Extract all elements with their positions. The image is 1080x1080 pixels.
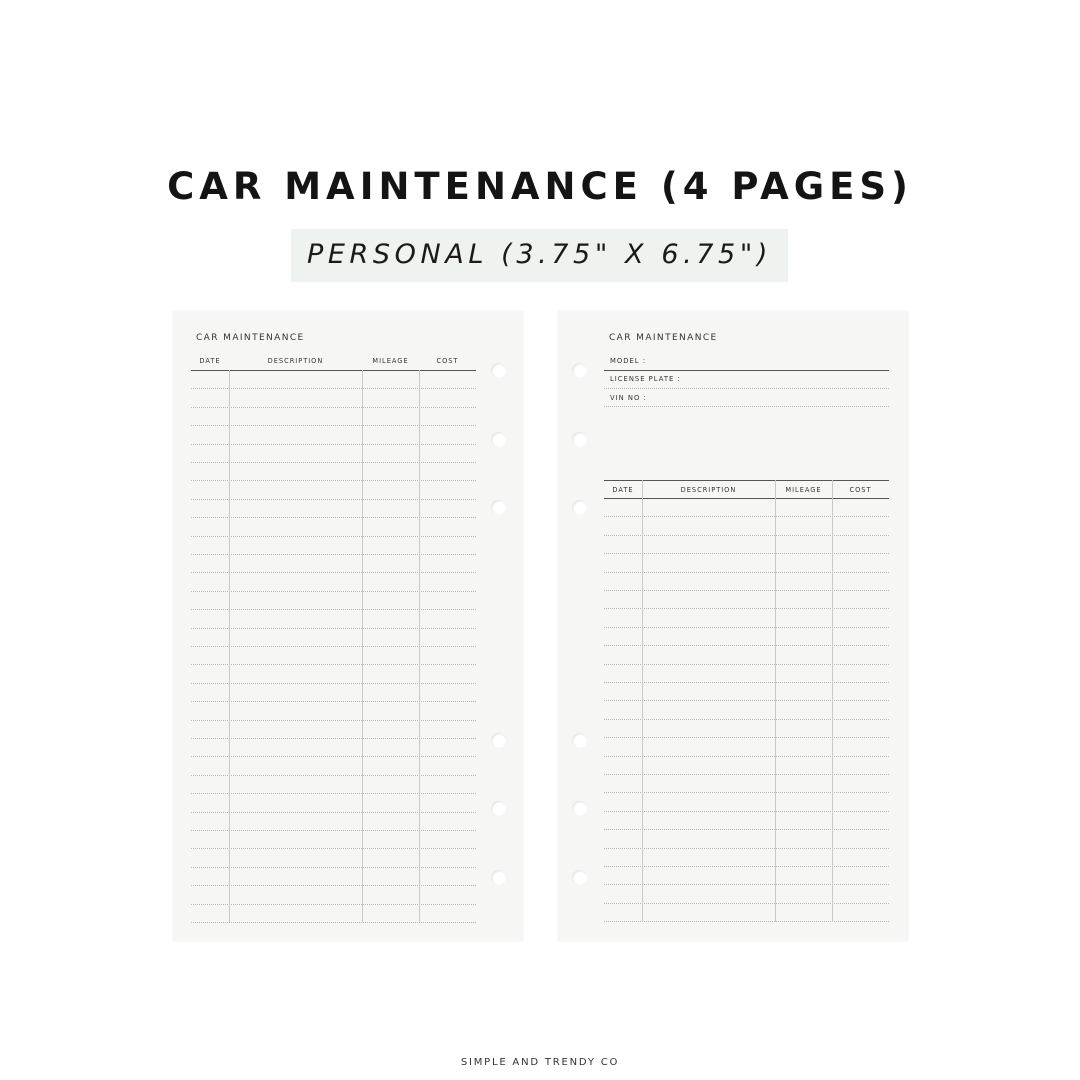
brand-footer: SIMPLE AND TRENDY CO	[460, 1057, 620, 1068]
license-plate-field-label: LICENSE PLATE :	[610, 375, 681, 383]
left-page-title: CAR MAINTENANCE	[196, 333, 305, 343]
ring-hole	[572, 870, 587, 885]
ring-hole	[572, 500, 587, 515]
table-row-rule	[191, 904, 476, 905]
info-rule	[604, 406, 889, 407]
table-row-rule	[191, 572, 476, 573]
table-row-rule	[191, 480, 476, 481]
table-row-rule	[191, 885, 476, 886]
col-header-description: DESCRIPTION	[267, 357, 324, 365]
ring-hole	[572, 432, 587, 447]
table-row-rule	[191, 756, 476, 757]
table-row-rule	[191, 812, 476, 813]
table-row-rule	[604, 921, 889, 922]
table-row-rule	[191, 609, 476, 610]
table-row-rule	[604, 516, 889, 517]
table-row-rule	[191, 591, 476, 592]
left-col-divider	[362, 370, 363, 922]
table-row-rule	[604, 627, 889, 628]
table-row-rule	[604, 737, 889, 738]
table-row-rule	[191, 388, 476, 389]
table-row-rule	[191, 536, 476, 537]
table-row-rule	[191, 462, 476, 463]
ring-hole	[572, 363, 587, 378]
info-top-rule	[604, 370, 889, 371]
col-header-cost: COST	[436, 357, 459, 365]
table-row-rule	[604, 829, 889, 830]
right-page-title: CAR MAINTENANCE	[609, 333, 718, 343]
table-row-rule	[604, 848, 889, 849]
table-row-rule	[191, 517, 476, 518]
table-row-rule	[604, 553, 889, 554]
vin-field-label: VIN NO :	[610, 394, 647, 402]
table-row-rule	[191, 701, 476, 702]
table-row-rule	[191, 867, 476, 868]
table-row-rule	[191, 738, 476, 739]
right-table-header-rule	[604, 498, 889, 499]
subtitle-banner	[291, 229, 788, 282]
ring-hole	[491, 432, 506, 447]
right-col-divider	[775, 480, 776, 922]
right-col-divider	[642, 480, 643, 922]
subtitle: PERSONAL (3.75" X 6.75")	[307, 239, 772, 270]
left-planner-page	[173, 311, 523, 941]
ring-hole	[572, 733, 587, 748]
table-row-rule	[191, 775, 476, 776]
right-table-top-rule	[604, 480, 889, 481]
col-header-date: DATE	[199, 357, 221, 365]
table-row-rule	[604, 645, 889, 646]
right-col-divider	[832, 480, 833, 922]
table-row-rule	[191, 664, 476, 665]
table-row-rule	[604, 590, 889, 591]
table-row-rule	[191, 922, 476, 923]
col-header-mileage: MILEAGE	[372, 357, 409, 365]
table-row-rule	[604, 682, 889, 683]
table-row-rule	[604, 884, 889, 885]
ring-hole	[491, 801, 506, 816]
col-header-description: DESCRIPTION	[680, 486, 737, 494]
table-row-rule	[604, 700, 889, 701]
ring-hole	[491, 733, 506, 748]
table-row-rule	[604, 811, 889, 812]
table-row-rule	[191, 830, 476, 831]
table-row-rule	[604, 664, 889, 665]
table-row-rule	[604, 866, 889, 867]
col-header-mileage: MILEAGE	[785, 486, 822, 494]
table-row-rule	[604, 774, 889, 775]
table-row-rule	[191, 720, 476, 721]
left-table-header-rule	[191, 370, 476, 371]
table-row-rule	[604, 608, 889, 609]
col-header-date: DATE	[612, 486, 634, 494]
table-row-rule	[191, 793, 476, 794]
table-row-rule	[604, 719, 889, 720]
table-row-rule	[604, 792, 889, 793]
right-planner-page	[558, 311, 908, 941]
table-row-rule	[191, 646, 476, 647]
table-row-rule	[191, 425, 476, 426]
info-rule	[604, 388, 889, 389]
table-row-rule	[191, 444, 476, 445]
ring-hole	[491, 363, 506, 378]
model-field-label: MODEL :	[610, 357, 646, 365]
main-title: CAR MAINTENANCE (4 PAGES)	[167, 165, 913, 208]
left-col-divider	[419, 370, 420, 922]
table-row-rule	[191, 848, 476, 849]
table-row-rule	[191, 554, 476, 555]
table-row-rule	[604, 535, 889, 536]
table-row-rule	[191, 628, 476, 629]
ring-hole	[491, 870, 506, 885]
table-row-rule	[191, 683, 476, 684]
table-row-rule	[191, 499, 476, 500]
left-col-divider	[229, 370, 230, 922]
table-row-rule	[191, 407, 476, 408]
ring-hole	[572, 801, 587, 816]
table-row-rule	[604, 756, 889, 757]
ring-hole	[491, 500, 506, 515]
table-row-rule	[604, 572, 889, 573]
table-row-rule	[604, 903, 889, 904]
col-header-cost: COST	[849, 486, 872, 494]
